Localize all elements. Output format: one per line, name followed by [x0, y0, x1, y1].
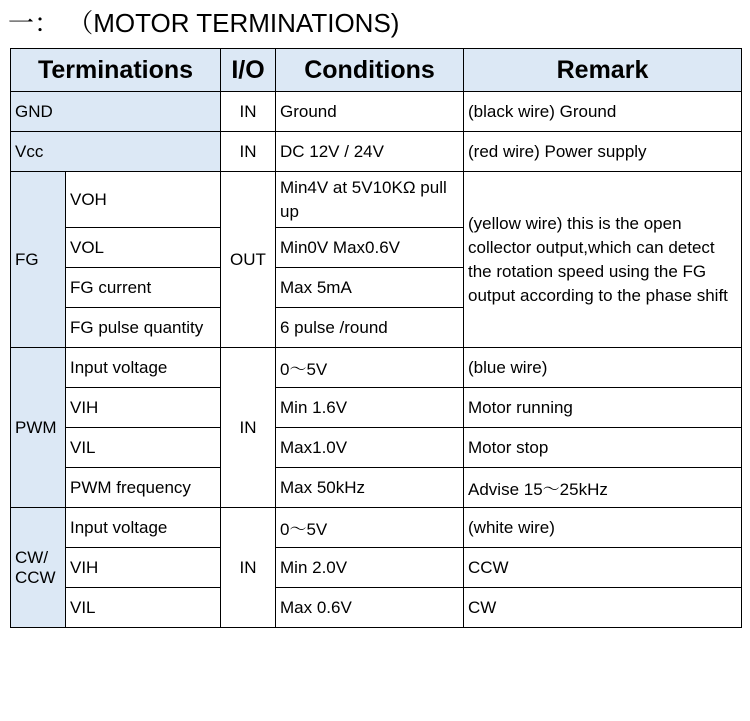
remark-cw-vil: CW: [464, 588, 742, 628]
condition-pwm-input: 0～5V: [276, 348, 464, 388]
remark-pwm-vih: Motor running: [464, 388, 742, 428]
header-io: I/O: [221, 49, 276, 92]
termination-pwm-frequency: PWM frequency: [66, 468, 221, 508]
termination-pwm-input: Input voltage: [66, 348, 221, 388]
table-row-cw-input: [11, 508, 742, 548]
header-terminations: Terminations: [11, 49, 221, 92]
condition-pwm-frequency: Max 50kHz: [276, 468, 464, 508]
termination-cw-vil: VIL: [66, 588, 221, 628]
condition-gnd: Ground: [276, 92, 464, 132]
condition-vcc: DC 12V / 24V: [276, 132, 464, 172]
table-row-pwm-frequency: [11, 468, 742, 508]
table-header-row: [11, 49, 742, 92]
condition-cw-vil: Max 0.6V: [276, 588, 464, 628]
remark-vcc: (red wire) Power supply: [464, 132, 742, 172]
header-remark: Remark: [464, 49, 742, 92]
termination-pwm-vih: VIH: [66, 388, 221, 428]
io-fg: OUT: [221, 172, 276, 348]
condition-fg-pulse: 6 pulse /round: [276, 308, 464, 348]
io-vcc: IN: [221, 132, 276, 172]
condition-fg-voh: Min4V at 5V10KΩ pull up: [276, 172, 464, 228]
condition-pwm-vih: Min 1.6V: [276, 388, 464, 428]
io-pwm: IN: [221, 348, 276, 508]
group-cw-ccw: CW/ CCW: [11, 508, 66, 628]
table-row-cw-vih: [11, 548, 742, 588]
condition-fg-vol: Min0V Max0.6V: [276, 228, 464, 268]
condition-cw-vih: Min 2.0V: [276, 548, 464, 588]
remark-cw-vih: CCW: [464, 548, 742, 588]
table-row-fg-voh: [11, 172, 742, 228]
termination-vcc: Vcc: [11, 132, 221, 172]
table-row-gnd: [11, 92, 742, 132]
remark-gnd: (black wire) Ground: [464, 92, 742, 132]
remark-cw-input: (white wire): [464, 508, 742, 548]
motor-terminations-table: [10, 48, 742, 628]
table-row-pwm-input: [11, 348, 742, 388]
termination-gnd: GND: [11, 92, 221, 132]
header-conditions: Conditions: [276, 49, 464, 92]
remark-pwm-input: (blue wire): [464, 348, 742, 388]
termination-fg-vol: VOL: [66, 228, 221, 268]
table-row-cw-vil: [11, 588, 742, 628]
remark-fg: (yellow wire) this is the open collector output,which can detect the rotation speed using the FG output according to the phase shift: [464, 172, 742, 348]
condition-pwm-vil: Max1.0V: [276, 428, 464, 468]
condition-cw-input: 0～5V: [276, 508, 464, 548]
io-cw-ccw: IN: [221, 508, 276, 628]
remark-pwm-vil: Motor stop: [464, 428, 742, 468]
table-row-vcc: [11, 132, 742, 172]
termination-pwm-vil: VIL: [66, 428, 221, 468]
termination-fg-current: FG current: [66, 268, 221, 308]
group-pwm: PWM: [11, 348, 66, 508]
termination-cw-input: Input voltage: [66, 508, 221, 548]
io-gnd: IN: [221, 92, 276, 132]
condition-fg-current: Max 5mA: [276, 268, 464, 308]
remark-pwm-frequency: Advise 15～25kHz: [464, 468, 742, 508]
termination-fg-pulse: FG pulse quantity: [66, 308, 221, 348]
page-title: 一： （MOTOR TERMINATIONS): [8, 8, 400, 38]
table-row-pwm-vih: [11, 388, 742, 428]
termination-fg-voh: VOH: [66, 172, 221, 228]
termination-cw-vih: VIH: [66, 548, 221, 588]
table-row-pwm-vil: [11, 428, 742, 468]
group-fg: FG: [11, 172, 66, 348]
